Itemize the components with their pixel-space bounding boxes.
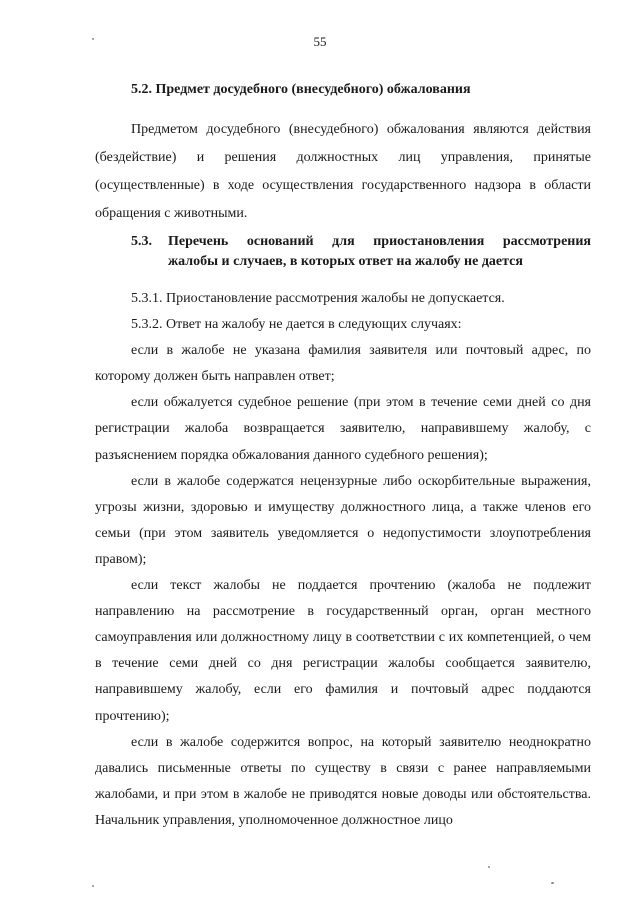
case-repeated-question: если в жалобе содержится вопрос, на который заявителю неоднократно давались письменные ответы по существу в связи с ранее направляемыми жалобами, и при этом в жалобе не приводятся новые доводы или обстоятельства. Начальник управления, уполномоченное должностное лицо bbox=[95, 734, 591, 828]
section-5-3-number: 5.3. bbox=[131, 234, 152, 249]
page-number: 55 bbox=[313, 34, 327, 49]
paragraph-5-3-2: 5.3.2. Ответ на жалобу не дается в следующих случаях: bbox=[131, 317, 462, 333]
section-5-3-body bbox=[95, 286, 591, 834]
case-court-decision: если обжалуется судебное решение (при этом в течение семи дней со дня регистрации жалоба возвращается заявителю, направившему жалобу, с разъяснением порядка обжалования данного судебного решения); bbox=[95, 395, 591, 463]
paragraph-5-3-1: 5.3.1. Приостановление рассмотрения жалобы не допускается. bbox=[131, 291, 505, 306]
section-5-3-heading-line1: Перечень оснований для приостановления рассмотрения bbox=[168, 234, 591, 249]
section-5-2-body bbox=[95, 116, 591, 228]
section-5-3-heading-line2: жалобы и случаев, в которых ответ на жалобу не дается bbox=[168, 254, 523, 269]
scan-speck bbox=[551, 882, 554, 884]
case-no-surname: если в жалобе не указана фамилия заявителя или почтовый адрес, по которому должен быть направлен ответ; bbox=[95, 343, 591, 385]
section-5-2-heading: 5.2. Предмет досудебного (внесудебного) обжалования bbox=[131, 82, 471, 97]
section-5-2-paragraph: Предметом досудебного (внесудебного) обжалования являются действия (бездействие) и решения должностных лиц управления, принятые (осуществленные) в ходе осуществления государственного надзора в области обращения с животными. bbox=[95, 122, 591, 221]
scan-speck bbox=[92, 38, 94, 40]
case-unreadable-text: если текст жалобы не поддается прочтению (жалоба не подлежит направлению на рассмотрение в государственный орган, орган местного самоуправления или должностному лицу в соответствии с их компетенцией, о чем в течение семи дней со дня регистрации жалобы сообщается заявителю, направившему жалобу, если его фамилия и почтовый адрес поддаются прочтению); bbox=[95, 578, 591, 724]
case-obscene-language: если в жалобе содержатся нецензурные либо оскорбительные выражения, угрозы жизни, здоровью и имуществу должностного лица, а также членов его семьи (при этом заявитель уведомляется о недопустимости злоупотребления правом); bbox=[95, 473, 591, 567]
scan-speck bbox=[488, 866, 490, 868]
scan-speck bbox=[92, 885, 94, 887]
